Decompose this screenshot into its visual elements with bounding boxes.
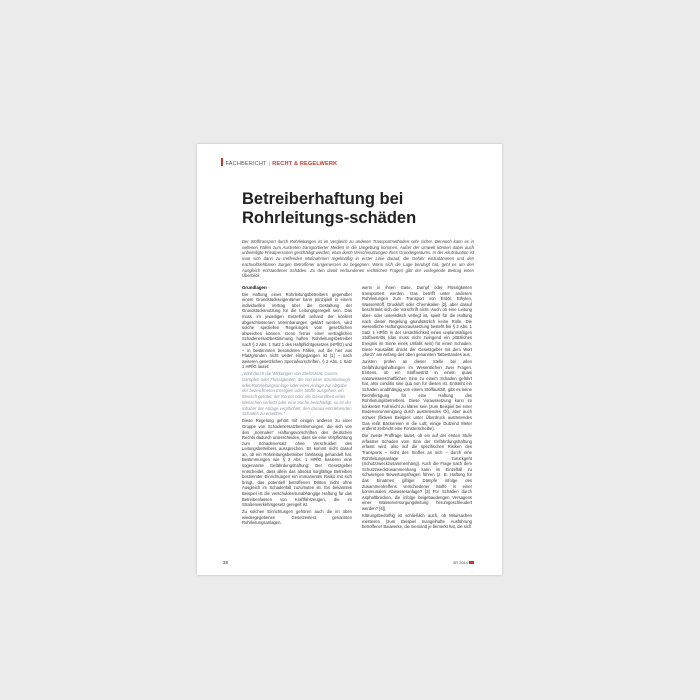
section-header (221, 158, 337, 167)
body-paragraph: Diese Regelung gehört mit einigen anderen zu einer Gruppe von Schadenersatzbestimmungen, die sich von den „normalen“ Haftungsvorschriften des deutschen Rechts dadurch unterscheiden, dass sie eine Verpflichtung zum Schadenersatz ohne Verschulden des Leitungsbetreibers aussprechen. Es kommt nicht darauf an, ob ein Rohrleitungsbetreiber fahrlässig gehandelt hat. Bestimmungen wie § 2 Abs. 1 HPflG basieren eine sogenannte Gefährdungshaftung: Der Gesetzgeber entscheidet, dass allein das absolut sorgfältige Betreiben bestimmter Einrichtungen ein immanentes Risiko mit sich bringt, das potentiell betroffenen Dritten nicht ohne Ausgleich im Schadenfall zuzumuten ist. Ein bekanntes Beispiel ist die verschuldensunabhängige Haftung für das Betreibenlassen von Kraftfahrzeugen, die im Straßenverkehrsgesetz geregelt ist. (242, 418, 352, 508)
body-paragraph: Juristen prüfen an dieser Stelle bei allen Gefährdungshaftungen im Wesentlichen zwei Fragen. Erstens, ob ein Stoffaustritt in einem quasi naturwissenschaftlichen Sinn zu einem Schaden geführt hat, also conditio sine qua non für diesen ist. Entsteht ein Schaden unabhängig von einem Stoffaustritt, gibt es keine Rechtfertigung für eine Haftung des Rohrleitungsbetreibers. Diese Voraussetzung kann im konkreten Fall leicht zu klären sein (zum Beispiel bei einer Bodenverunreinigung durch austretendes Öl), aber auch schwer (fiktives Beispiel: unter Überdruck austretendes Gas reißt Bäckereien in die Luft; einige Dutzend Meter entfernt zerbricht eine Fensterscheibe). (362, 359, 472, 432)
header-separator: | (268, 161, 271, 167)
article-title: Betreiberhaftung bei Rohrleitungs-schäden (242, 190, 417, 227)
page-number: 38 (223, 560, 228, 565)
section-heading: Grundlagen (242, 285, 267, 290)
body-paragraph: Klärungsbedürftig ist schließlich auch, ob Mitursachen existieren (zum Beispiel mangelhafte Ausführung betroffener Bauwerke, die niemand je bemerkt hat, die sich (362, 512, 472, 530)
body-column-right (362, 285, 472, 531)
body-column-left (242, 285, 352, 527)
brand-mark-icon (469, 561, 474, 565)
category-label: RECHT & REGELWERK (272, 161, 338, 167)
magazine-page (197, 144, 502, 575)
legal-quote: „Wird durch die Wirkungen von Elektrizität, Gasen, Dämpfen oder Flüssigkeiten, die von einer Stromleitungs- oder Rohrleitungsanlage oder einer Anlage zur Abgabe der bezeichneten Energien oder Stoffe ausgehen, ein Mensch getötet, der Körper oder die Gesundheit eines Menschen verletzt oder eine Sache beschädigt, so ist der Inhaber der Anlage verpflichtet, den daraus entstehenden Schaden zu ersetzen.“ (242, 371, 352, 417)
body-paragraph: Die zweite Prüffrage lautet, ob ein auf der ersten Stufe erfasster Schaden vom Sinn der Gefährdungshaftung erfasst wird, also auf die spezifischen Risiken des Transports – nicht des Stoffes an sich – durch eine Rohrleitungsanlage zurückgeht (Schutzzweckzusammenhang). Auch die Frage nach dem Schutzzweckzusammenhang kann im Einzelfall zu schwierigen Bewertungsfragen führen (z. B. Haftung für das Einatmen giftiger Dämpfe infolge des Zusammentreffens verschiedener Stoffe in einer kommunalen Abwasseranlage? [3] Für Schäden durch Asphaltbrocken, die infolge beigebauderigen Versagens einer Wasserversorgungsleitung herumgeschleudert werden? [4]). (362, 433, 472, 511)
section-label: FACHBERICHT (225, 161, 267, 167)
body-paragraph: wenn in ihnen Gase, Dampf oder Flüssigkeiten transportiert werden. Das betrifft unter anderem Rohrleitungen zum Transport von Erdöl, Ethylen, Wasserstoff, Druckluft oder Chemikalien [2], aber darauf beschränkt sich die Vorschrift nicht. Auch ob eine Leitung über- oder unterirdisch verlegt ist, spielt für die Haftung nach dieser Regelung grundsätzlich keine Rolle. Die wesentliche Haftungsvoraussetzung besteht bei § 2 Abs. 1 Satz 1 HPflG in der Ursächlichkeit eines unplanmäßigen Stoffaustritts (das muss nicht zwingend ein plötzliches Ereignis im Sinne eines Unfalls sein) für einen Schaden. Diese Kausalität drückt der Gesetzgeber mit dem Wort „durch“ am Anfang des oben genannten Tatbestandes aus. (362, 285, 472, 358)
issue-footer (453, 560, 474, 565)
issue-label: 3R 2014 (452, 560, 468, 565)
article-lead: Der Stofftransport durch Rohrleitungen ist im Vergleich zu anderen Transportmethoden sehr sicher. Dennoch kann es in seltenen Fällen zum Austreten transportierter Medien in die Umgebung kommen. Außer der Umwelt können dabei auch unbeteiligte Privatpersonen geschädigt werden, etwa durch Verschmutzungen ihres Grundeigentums. In der Akutsituation ist man sich dann zu treffenden Maßnahmen regelmäßig in erster Linie darauf, die Gefahr einzudämmen und den nachvollziehbaren Sorgen Betroffener angemessen zu begegnen. Wenn sich die Lage beruhigt hat, geht es um den Ausgleich entstandener Schäden. Zu den damit verbundenen rechtlichen Fragen gibt der vorliegende Beitrag einen Überblick. (242, 239, 474, 279)
body-paragraph: Die Haftung eines Rohrleitungsbetreibers gegenüber einem Grundstückseigentümer kann prinzipiell in einem individuellen Vertrag über die Gestaltung der Grundstücksnutzung für die Leitungsgeregelt sein. Das muss im jeweiligen Einzelfall anhand der konkret abgeschlossenen Vereinbarungen geklärt werden, wird solche speziellen Regelungen vom gesetzlichen abweichen können. Denn ferner einer vertraglichen Schadenersatzbestimmung haften Rohrleitungsbetreiber nach § 2 Abs. 1 Satz 1 des Haftpflichtgesetzes (HPflG) und – in bestimmten besonderen Fällen, auf die hier aus Platzgründen nicht weiter eingegangen ist [1] – nach weiteren gesetzlichen Spezialvorschriften. § 2 Abs. 1 Satz 1 HPflG lautet: (242, 291, 352, 370)
body-paragraph: Zu solchen Einrichtungen gehören auch die im oben wiedergegebenen Gesetzestext genannten Rohrleitungsanlagen, (242, 509, 352, 526)
section-marker (221, 158, 223, 166)
